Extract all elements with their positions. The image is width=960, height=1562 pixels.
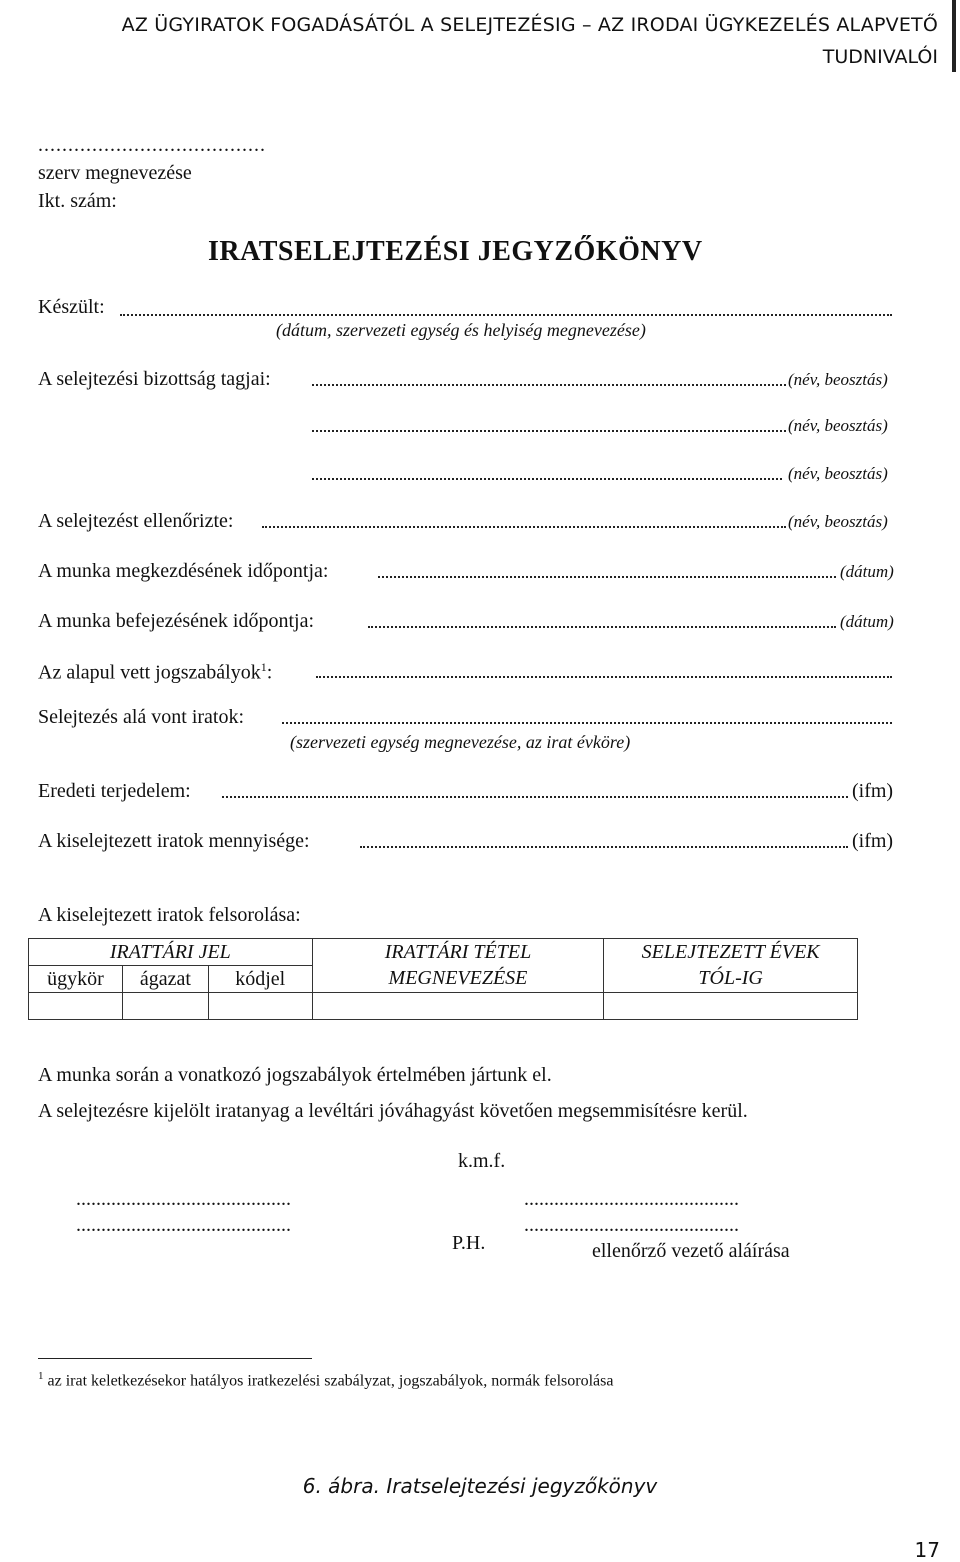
end-label: A munka befejezésének időpontja:	[38, 610, 315, 632]
laws-label-row	[38, 660, 272, 685]
start-date-hint: (dátum)	[840, 562, 894, 581]
statement-2: A selejtezésre kijelölt iratanyag a levéltári jóváhagyást követően megsemmisítésre kerül.	[38, 1100, 748, 1122]
end-date-hint: (dátum)	[840, 612, 894, 631]
laws-footnote-mark: 1	[260, 660, 267, 674]
discarded-amount-dots	[360, 846, 848, 848]
statement-1: A munka során a vonatkozó jogszabályok értelmében jártunk el.	[38, 1064, 552, 1086]
col-header-item-name-line2: MEGNEVEZÉSE	[388, 967, 528, 989]
footnote-text: az irat keletkezésekor hatályos iratkezelési szabályzat, jogszabályok, normák felsorolása	[47, 1372, 614, 1390]
stamp-label: P.H.	[452, 1232, 486, 1254]
col-header-years-line1: SELEJTEZETT ÉVEK	[641, 941, 820, 963]
discarded-documents-table	[28, 938, 858, 1020]
list-label: A kiselejtezett iratok felsorolása:	[38, 904, 301, 926]
checked-dots	[262, 526, 786, 528]
header-rule	[952, 0, 956, 72]
documents-dots	[282, 722, 892, 724]
running-header-line2: TUDNIVALÓI	[822, 46, 938, 68]
sub-header-branch: ágazat	[122, 966, 208, 993]
committee-label: A selejtezési bizottság tagjai:	[38, 368, 271, 390]
table-empty-cell	[29, 993, 123, 1020]
org-dots: ......................................	[38, 134, 266, 156]
reg-number-label: Ikt. szám:	[38, 190, 117, 212]
documents-label: Selejtezés alá vont iratok:	[38, 706, 245, 728]
name-position-hint-3: (név, beosztás)	[788, 464, 888, 483]
footnote-mark: 1	[38, 1370, 44, 1382]
form-title: IRATSELEJTEZÉSI JEGYZŐKÖNYV	[208, 236, 703, 267]
table-empty-cell	[122, 993, 208, 1020]
kmf-label: k.m.f.	[458, 1150, 506, 1172]
laws-label: Az alapul vett jogszabályok	[38, 661, 261, 684]
discarded-amount-unit: (ifm)	[852, 830, 894, 852]
documents-hint: (szervezeti egység megnevezése, az irat évköre)	[290, 732, 631, 752]
col-header-item-name	[312, 939, 604, 993]
sub-header-code: kódjel	[208, 966, 312, 993]
checked-label: A selejtezést ellenőrizte:	[38, 510, 234, 532]
signature-dots-right-2: ...........................................	[524, 1214, 739, 1236]
start-label: A munka megkezdésének időpontja:	[38, 560, 329, 582]
committee-dots-1	[312, 384, 786, 386]
committee-dots-2	[312, 430, 786, 432]
name-position-hint-2: (név, beosztás)	[788, 416, 888, 435]
original-volume-label: Eredeti terjedelem:	[38, 780, 191, 802]
col-header-years	[604, 939, 858, 993]
col-header-archive-mark: IRATTÁRI JEL	[29, 939, 313, 966]
end-dots	[368, 626, 836, 628]
signature-dots-right-1: ...........................................	[524, 1188, 739, 1210]
laws-dots	[316, 676, 892, 678]
committee-dots-3	[312, 478, 782, 480]
running-header-line1: AZ ÜGYIRATOK FOGADÁSÁTÓL A SELEJTEZÉSIG – AZ IRODAI ÜGYKEZELÉS ALAPVETŐ	[121, 14, 938, 36]
col-header-item-name-line1: IRATTÁRI TÉTEL	[384, 941, 532, 963]
supervisor-signature-label: ellenőrző vezető aláírása	[592, 1240, 790, 1262]
figure-caption: 6. ábra. Iratselejtezési jegyzőkönyv	[302, 1474, 658, 1498]
signature-dots-left-1: ...........................................	[76, 1188, 291, 1210]
page-number: 17	[914, 1538, 940, 1562]
start-dots	[378, 576, 836, 578]
laws-colon: :	[266, 661, 273, 684]
table-empty-cell	[604, 993, 858, 1020]
made-label: Készült:	[38, 296, 105, 318]
original-volume-dots	[222, 796, 848, 798]
signature-dots-left-2: ...........................................	[76, 1214, 291, 1236]
scanned-form	[0, 100, 960, 1440]
made-dots	[120, 314, 892, 316]
original-volume-unit: (ifm)	[852, 780, 894, 802]
made-hint: (dátum, szervezeti egység és helyiség megnevezése)	[276, 320, 646, 340]
col-header-years-line2: TÓL-IG	[698, 967, 763, 989]
table-empty-cell	[208, 993, 312, 1020]
org-label: szerv megnevezése	[38, 162, 192, 184]
name-position-hint-4: (név, beosztás)	[788, 512, 888, 531]
table-empty-cell	[312, 993, 604, 1020]
discarded-amount-label: A kiselejtezett iratok mennyisége:	[38, 830, 310, 852]
sub-header-case-group: ügykör	[29, 966, 123, 993]
name-position-hint-1: (név, beosztás)	[788, 370, 888, 389]
